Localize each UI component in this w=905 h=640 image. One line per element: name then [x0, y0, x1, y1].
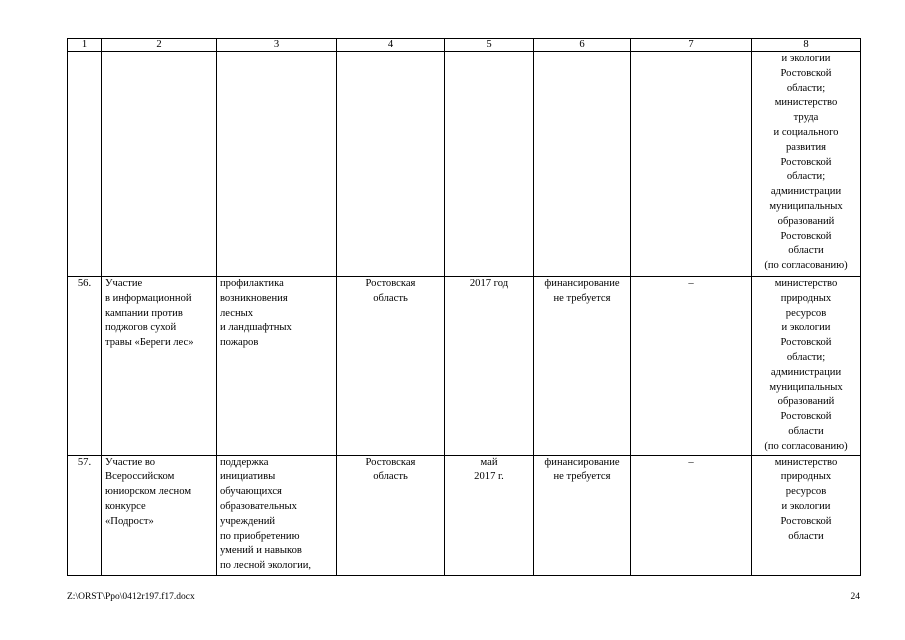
event-goal: профилактика возникновения лесных и ландшафтных пожаров: [217, 277, 337, 456]
column-header: 4: [337, 39, 445, 52]
event-name: Участие в информационной кампании против поджогов сухой травы «Береги лес»: [102, 277, 217, 456]
column-header: 5: [445, 39, 534, 52]
table-row: [68, 52, 861, 277]
event-financing: финансирование не требуется: [534, 277, 631, 456]
event-responsible: министерство природных ресурсов и экологии Ростовской области: [752, 455, 861, 575]
event-territory: [337, 52, 445, 277]
events-table: [67, 38, 861, 576]
column-header: 3: [217, 39, 337, 52]
event-name: Участие во Всероссийском юниорском лесном конкурсе «Подрост»: [102, 455, 217, 575]
table-row: [68, 455, 861, 575]
event-responsible: и экологии Ростовской области; министерство труда и социального развития Ростовской области; администрации муниципальных образований Ростовской области (по согласованию): [752, 52, 861, 277]
event-responsible: министерство природных ресурсов и экологии Ростовской области; администрации муниципальных образований Ростовской области (по согласованию): [752, 277, 861, 456]
event-col7: –: [631, 277, 752, 456]
row-number: 56.: [68, 277, 102, 456]
row-number: [68, 52, 102, 277]
column-header: 2: [102, 39, 217, 52]
column-header: 7: [631, 39, 752, 52]
event-col7: –: [631, 455, 752, 575]
event-territory: Ростовская область: [337, 455, 445, 575]
column-header: 8: [752, 39, 861, 52]
event-period: май 2017 г.: [445, 455, 534, 575]
column-header: 6: [534, 39, 631, 52]
event-goal: поддержка инициативы обучающихся образовательных учреждений по приобретению умений и навыков по лесной экологии,: [217, 455, 337, 575]
event-financing: финансирование не требуется: [534, 455, 631, 575]
header-row: [68, 39, 861, 52]
event-period: 2017 год: [445, 277, 534, 456]
column-header: 1: [68, 39, 102, 52]
footer-file-path: Z:\ORST\Ppo\0412r197.f17.docx: [67, 592, 195, 602]
event-territory: Ростовская область: [337, 277, 445, 456]
footer-page-number: 24: [850, 592, 860, 602]
event-goal: [217, 52, 337, 277]
event-name: [102, 52, 217, 277]
event-financing: [534, 52, 631, 277]
event-period: [445, 52, 534, 277]
event-col7: [631, 52, 752, 277]
table-row: [68, 277, 861, 456]
row-number: 57.: [68, 455, 102, 575]
